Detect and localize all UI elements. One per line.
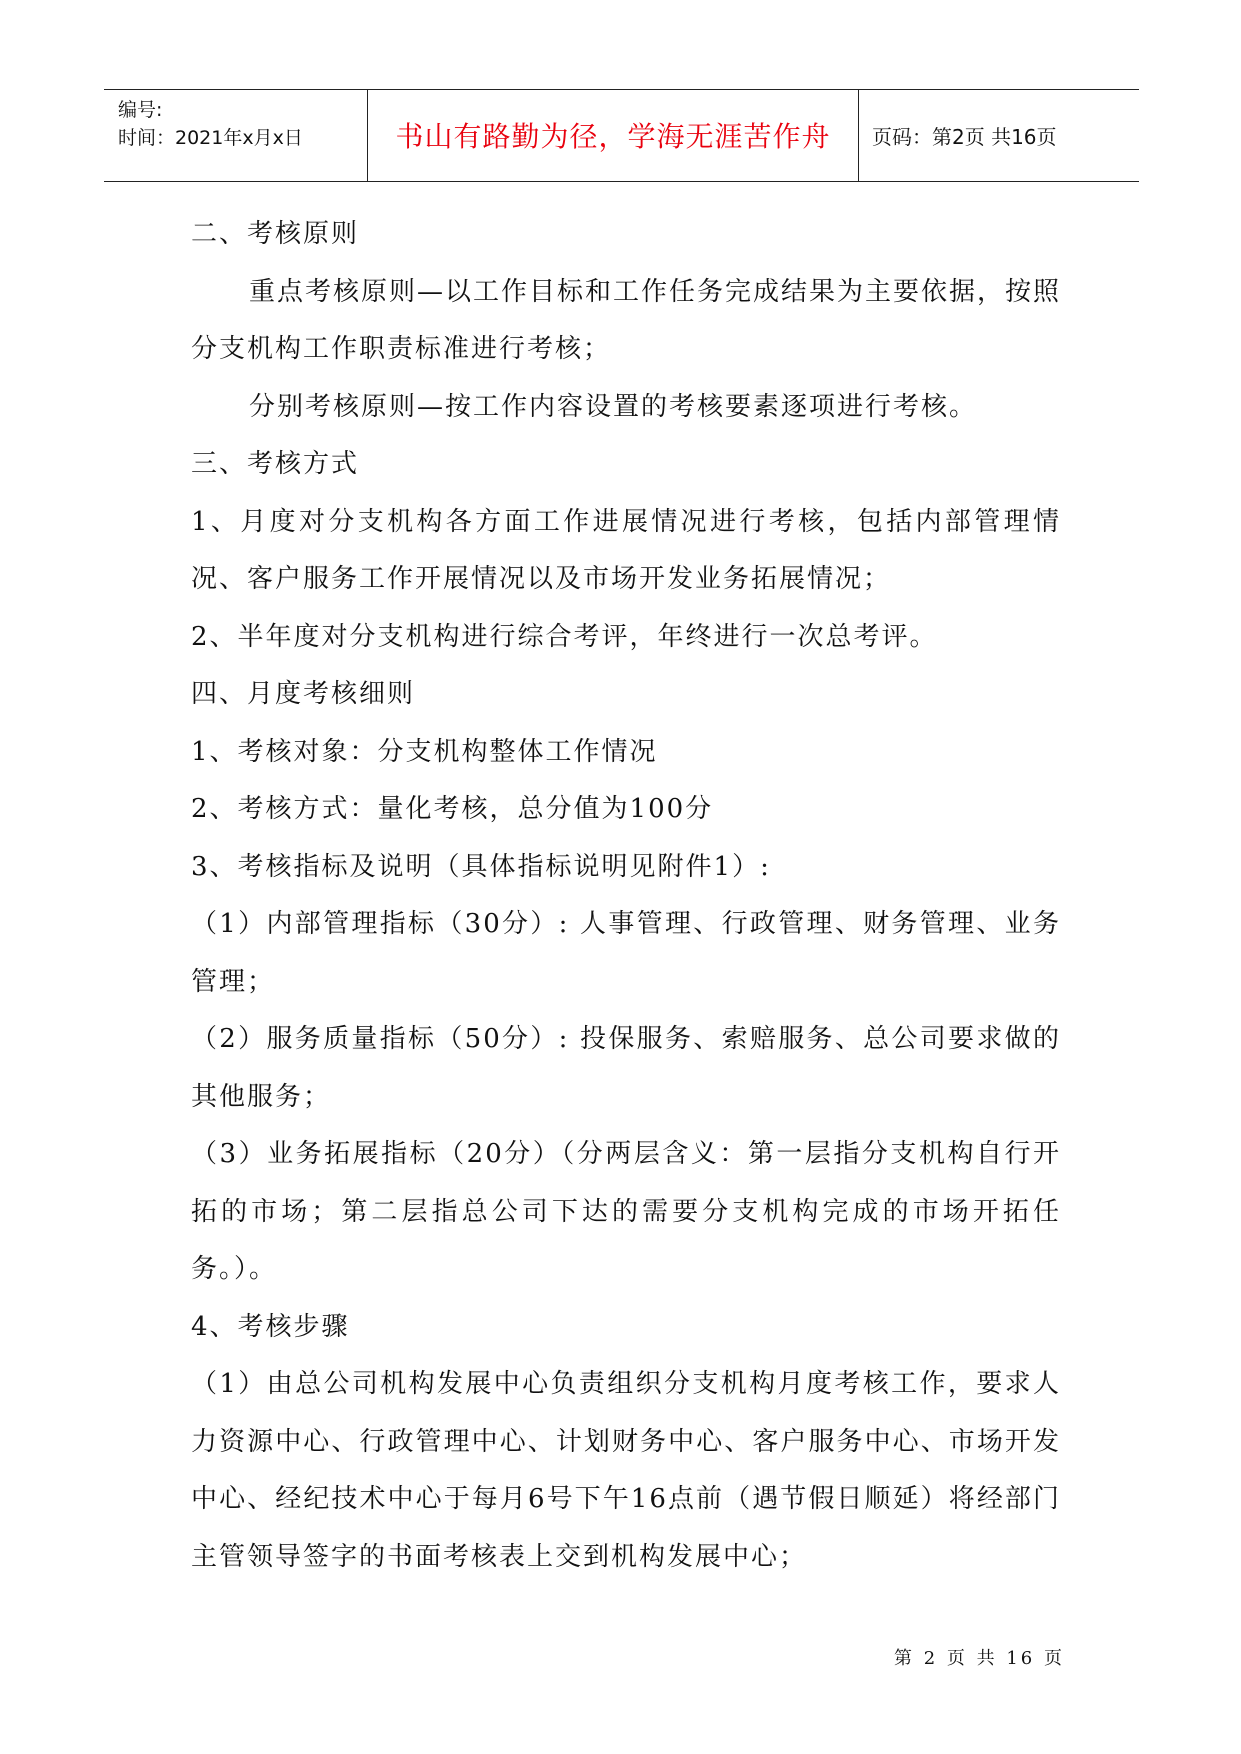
- paragraph-review-indicators: 3、考核指标及说明（具体指标说明见附件1）:: [191, 851, 771, 882]
- header-divider-right: [858, 90, 859, 181]
- paragraph-internal-management: （1）内部管理指标（30分）: 人事管理、行政管理、财务管理、业务管理；: [191, 909, 1061, 997]
- section-heading-monthly-rules: 四、月度考核细则: [191, 679, 416, 709]
- header-page-info: 页码：第2页 共16页: [872, 124, 1057, 149]
- header-meta: [118, 96, 368, 152]
- paragraph-key-principle: 重点考核原则—以工作目标和工作任务完成结果为主要依据，按照分支机构工作职责标准进行考核；: [191, 276, 1062, 364]
- paragraph-service-quality: （2）服务质量指标（50分）: 投保服务、索赔服务、总公司要求做的其他服务；: [191, 1024, 1061, 1112]
- section-heading-principles: 二、考核原则: [191, 219, 360, 249]
- section-heading-review-steps: 4、考核步骤: [191, 1311, 350, 1342]
- document-time-label: 时间：2021年x月x日: [118, 127, 303, 149]
- paragraph-review-object: 1、考核对象：分支机构整体工作情况: [191, 736, 658, 767]
- paragraph-monthly-review: 1、月度对分支机构各方面工作进展情况进行考核，包括内部管理情况、客户服务工作开展情况以及市场开发业务拓展情况；: [191, 506, 1061, 594]
- paragraph-review-method: 2、考核方式：量化考核，总分值为100分: [191, 794, 714, 824]
- header-motto: 书山有路勤为径，学海无涯苦作舟: [395, 120, 831, 153]
- paragraph-separate-principle: 分别考核原则—按工作内容设置的考核要素逐项进行考核。: [249, 391, 978, 422]
- paragraph-half-year-review: 2、半年度对分支机构进行综合考评，年终进行一次总考评。: [191, 621, 938, 652]
- paragraph-step-one: （1）由总公司机构发展中心负责组织分支机构月度考核工作，要求人力资源中心、行政管理中心、计划财务中心、客户服务中心、市场开发中心、经纪技术中心于每月6号下午16点前（遇节假日顺延）将经部门主管领导签字的书面考核表上交到机构发展中心；: [191, 1369, 1061, 1572]
- document-number-label: 编号:: [118, 99, 163, 121]
- document-body: [191, 206, 1061, 1586]
- page-header: [104, 89, 1139, 182]
- section-heading-methods: 三、考核方式: [191, 449, 360, 479]
- paragraph-business-expansion: （3）业务拓展指标（20分）（分两层含义：第一层指分支机构自行开拓的市场；第二层指总公司下达的需要分支机构完成的市场开拓任务。）。: [191, 1139, 1061, 1284]
- page-footer: 第 2 页 共 16 页: [894, 1648, 1065, 1669]
